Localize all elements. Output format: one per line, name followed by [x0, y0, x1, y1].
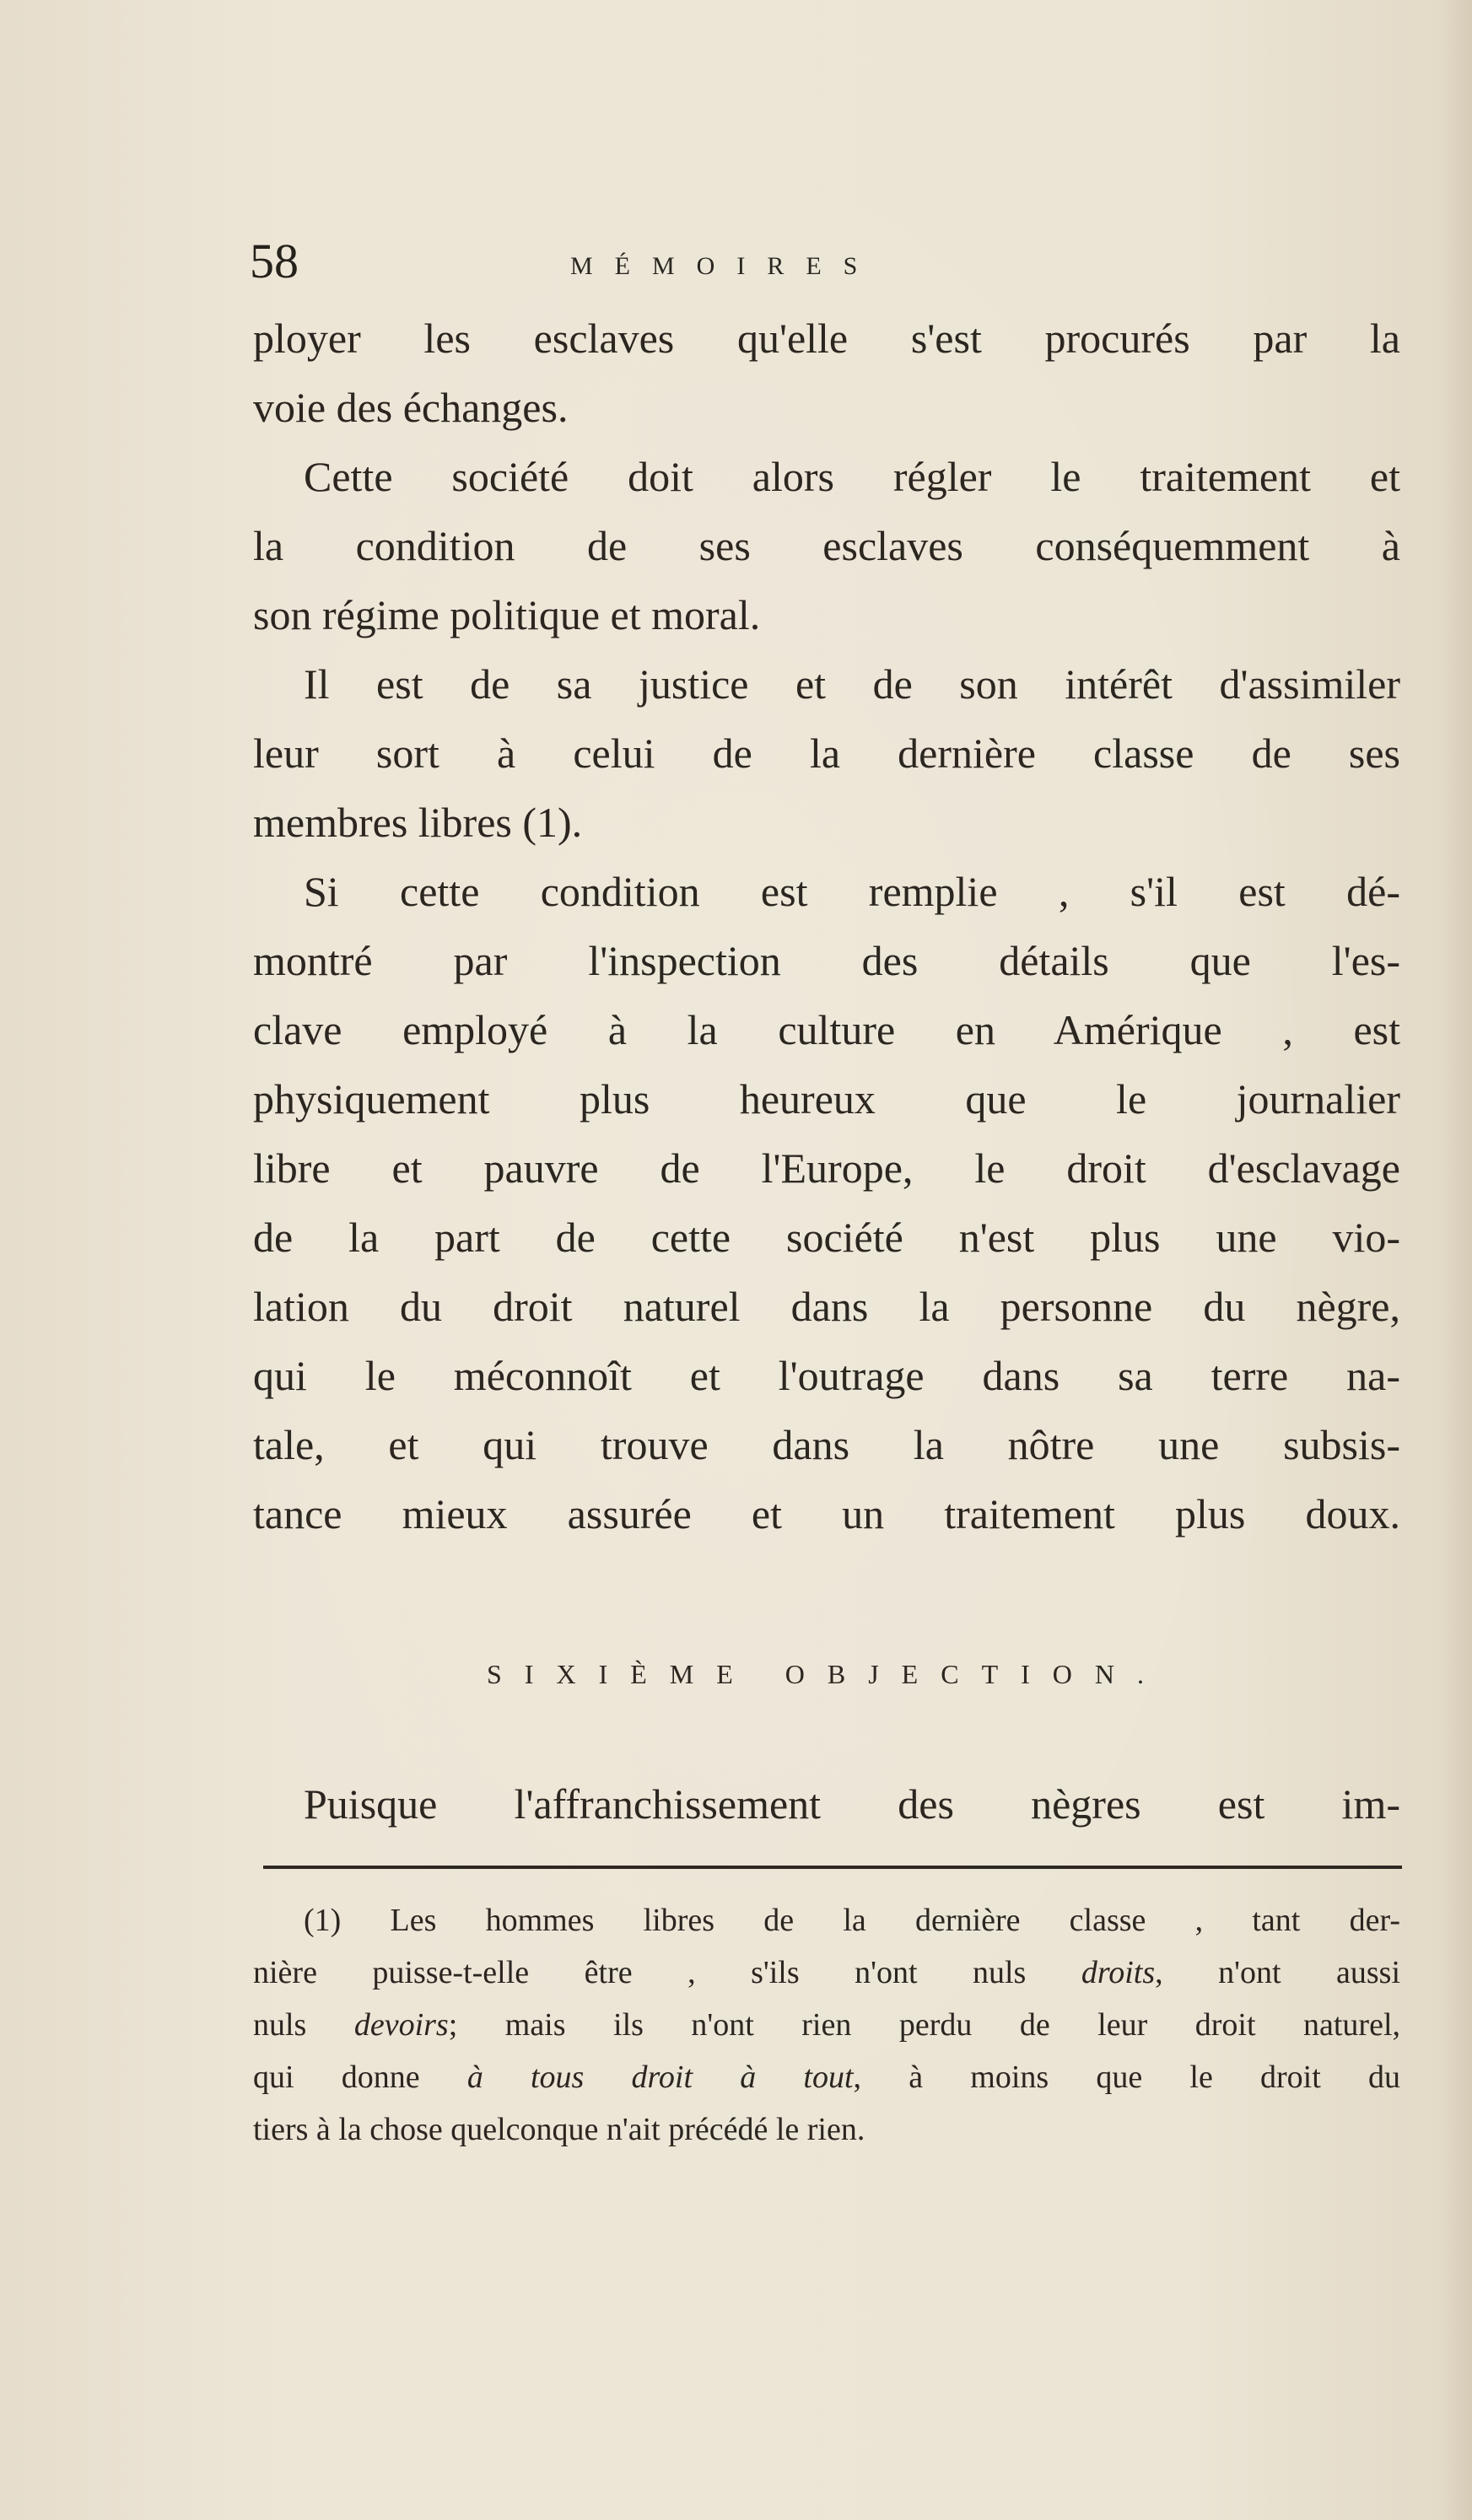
page-header	[250, 228, 1397, 295]
text-line: libre et pauvre de l'Europe, le droit d'esclavage	[253, 1144, 1400, 1192]
text-line: tance mieux assurée et un traitement plus doux.	[253, 1490, 1400, 1537]
text-line: son régime politique et moral.	[253, 591, 761, 638]
footnote-line: qui donne à tous droit à tout, à moins que le droit du	[253, 2060, 1400, 2095]
text-line: leur sort à celui de la dernière classe de ses	[253, 730, 1400, 777]
text-line: qui le méconnoît et l'outrage dans sa terre na-	[253, 1352, 1400, 1399]
text-line: montré par l'inspection des détails que l'es-	[253, 937, 1400, 984]
text-line: de la part de cette société n'est plus une vio-	[253, 1214, 1400, 1261]
text-line: la condition de ses esclaves conséquemment à	[253, 522, 1400, 569]
running-head: MÉMOIRES	[570, 252, 880, 280]
page-number: 58	[250, 234, 299, 288]
footnote-italic: devoirs	[353, 2007, 449, 2043]
section-title: SIXIÈME OBJECTION.	[487, 1659, 1167, 1689]
text-line: ployer les esclaves qu'elle s'est procurés par la	[253, 315, 1400, 362]
text-line: voie des échanges.	[253, 384, 569, 431]
footnote-line: nière puisse-t-elle être , s'ils n'ont nuls droits, n'ont aussi	[253, 1955, 1401, 1990]
text-line: physiquement plus heureux que le journalier	[253, 1075, 1400, 1123]
text-line: lation du droit naturel dans la personne du nègre,	[253, 1283, 1400, 1330]
footnote-rule	[263, 1866, 1402, 1869]
next-paragraph: Puisque l'affranchissement des nègres est im-	[304, 1780, 1400, 1828]
text-line: Il est de sa justice et de son intérêt d'assimiler	[304, 660, 1400, 708]
text-line: Si cette condition est remplie , s'il est dé-	[304, 868, 1400, 915]
footnote-italic: à tous droit à tout	[466, 2060, 854, 2095]
text-line: clave employé à la culture en Amérique , est	[253, 1006, 1400, 1053]
footnote-line: tiers à la chose quelconque n'ait précédé le rien.	[253, 2112, 865, 2147]
body-text	[253, 304, 1400, 1548]
text-line: membres libres (1).	[253, 799, 583, 846]
text-line: Cette société doit alors régler le traitement et	[304, 453, 1400, 500]
page-edge-shadow	[1438, 0, 1472, 2520]
footnote-line: nuls devoirs; mais ils n'ont rien perdu de leur droit naturel,	[253, 2007, 1400, 2043]
footnote	[253, 1894, 1400, 2156]
footnote-italic: droits	[1081, 1955, 1156, 1990]
footnote-line: (1) Les hommes libres de la dernière classe , tant der-	[304, 1903, 1400, 1938]
text-line: tale, et qui trouve dans la nôtre une subsis-	[253, 1421, 1400, 1468]
